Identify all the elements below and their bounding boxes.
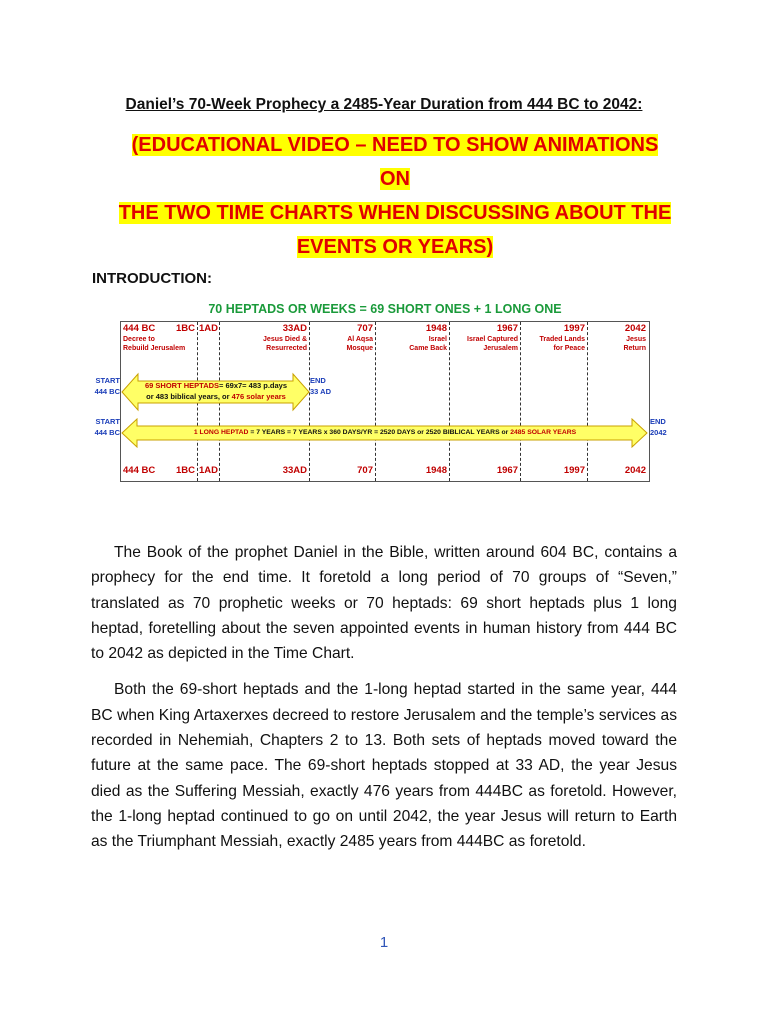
label-line: 33 AD — [310, 387, 331, 396]
event-line: Traded Lands — [539, 336, 585, 343]
year-label-top: 707 — [357, 323, 373, 334]
short-heptad-red-1: 69 SHORT HEPTADS — [144, 381, 220, 390]
grid-line — [587, 322, 588, 481]
time-chart-heading: 70 HEPTADS OR WEEKS = 69 SHORT ONES + 1 LONG ONE — [208, 302, 562, 316]
event-line: Jerusalem — [483, 345, 518, 352]
body-text — [91, 540, 677, 866]
long-heptad-red-2: 2485 SOLAR YEARS — [510, 429, 577, 436]
year-label-bottom: 1AD — [199, 465, 219, 476]
year-label-top: 1AD — [199, 323, 219, 334]
year-label-top: 1967 — [496, 323, 518, 334]
notice-line-3: EVENTS OR YEARS) — [296, 236, 494, 258]
event-caption — [241, 335, 307, 353]
year-label-bottom: 444 BC — [123, 465, 156, 476]
label-line: 444 BC — [94, 428, 120, 437]
long-heptad-label — [139, 428, 631, 438]
grid-line — [375, 322, 376, 481]
year-label-bottom: 707 — [357, 465, 373, 476]
event-line: Jesus — [626, 336, 646, 343]
event-caption — [601, 335, 646, 353]
year-label-bottom: 1967 — [496, 465, 518, 476]
event-line: Resurrected — [266, 345, 307, 352]
event-line: Jesus Died & — [263, 336, 307, 343]
paragraph: Both the 69-short heptads and the 1-long heptad started in the same year, 444 BC when King Artaxerxes decreed to restore Jerusalem and the temple’s services as recorded in Nehemiah, Chapters 2 to 13. Both sets of heptads moved toward the future at the same pace. The 69-short heptads stopped at 33 AD, the year Jesus died as the Suffering Messiah, exactly 476 years from 444BC as foretold. However, the 1-long heptad continued to go on until 2042, the year Jesus will return to Earth as the Triumphant Messiah, exactly 2485 years from 444BC as foretold. — [91, 681, 677, 851]
event-caption — [525, 335, 585, 353]
time-chart — [94, 302, 667, 482]
label-line: 2042 — [650, 428, 667, 437]
event-line: Al Aqsa — [347, 336, 373, 343]
event-caption — [321, 335, 373, 353]
year-label-top: 444 BC — [123, 323, 156, 334]
year-label-bottom: 1997 — [563, 465, 585, 476]
notice-line-1: (EDUCATIONAL VIDEO – NEED TO SHOW ANIMATIONS ON — [131, 134, 659, 190]
label-line: START — [95, 376, 120, 385]
intro-heading: INTRODUCTION: — [92, 270, 212, 287]
year-label-bottom: 1948 — [425, 465, 447, 476]
year-label-bottom: 1BC — [175, 465, 195, 476]
year-label-bottom: 33AD — [282, 465, 307, 476]
short-end-label — [310, 375, 331, 397]
label-line: START — [95, 417, 120, 426]
event-line: Came Back — [409, 345, 447, 352]
event-line: Israel — [428, 336, 447, 343]
long-end-label — [650, 416, 667, 438]
event-caption — [123, 335, 185, 353]
label-line: 444 BC — [94, 387, 120, 396]
event-line: for Peace — [553, 345, 585, 352]
short-heptad-label — [139, 380, 293, 402]
year-label-top: 33AD — [282, 323, 307, 334]
long-heptad-text-1: = 7 YEARS = 7 YEARS x 360 DAYS/YR = 2520 DAYS or 2520 BIBLICAL YEARS or — [248, 429, 511, 436]
paragraph: The Book of the prophet Daniel in the Bible, written around 604 BC, contains a prophecy for the end time. It foretold a long period of 70 groups of “Seven,” translated as 70 prophetic weeks or 70 heptads: 69 short heptads plus 1 long heptad, foretelling about the seven appointed events in human history from 444 BC to 2042 as depicted in the Time Chart. — [91, 544, 677, 663]
short-heptad-text-1: = 69x7= 483 p.days — [219, 381, 287, 390]
event-line: Decree to — [123, 336, 155, 343]
event-line: Rebuild Jerusalem — [123, 345, 186, 352]
label-line: END — [650, 417, 666, 426]
notice-banner — [115, 128, 675, 264]
year-label-top: 1997 — [563, 323, 585, 334]
year-label-top: 1BC — [175, 323, 195, 334]
notice-line-2: THE TWO TIME CHARTS WHEN DISCUSSING ABOUT THE — [118, 202, 672, 224]
document-title: Daniel’s 70-Week Prophecy a 2485-Year Duration from 444 BC to 2042: — [125, 96, 643, 113]
year-label-bottom: 2042 — [624, 465, 646, 476]
label-line: END — [310, 376, 326, 385]
time-chart-grid — [120, 321, 650, 482]
long-start-label — [92, 416, 120, 438]
year-label-top: 1948 — [425, 323, 447, 334]
short-heptad-red-2: 476 solar years — [231, 392, 286, 401]
long-heptad-red-1: 1 LONG HEPTAD — [193, 429, 249, 436]
page-number: 1 — [379, 934, 389, 951]
year-label-top: 2042 — [624, 323, 646, 334]
event-line: Mosque — [346, 345, 373, 352]
grid-line — [449, 322, 450, 481]
event-line: Return — [623, 345, 646, 352]
event-line: Israel Captured — [467, 336, 518, 343]
event-caption — [451, 335, 518, 353]
event-caption — [391, 335, 447, 353]
short-start-label — [92, 375, 120, 397]
short-heptad-text-2: or 483 biblical years, or — [146, 392, 232, 401]
grid-line — [520, 322, 521, 481]
